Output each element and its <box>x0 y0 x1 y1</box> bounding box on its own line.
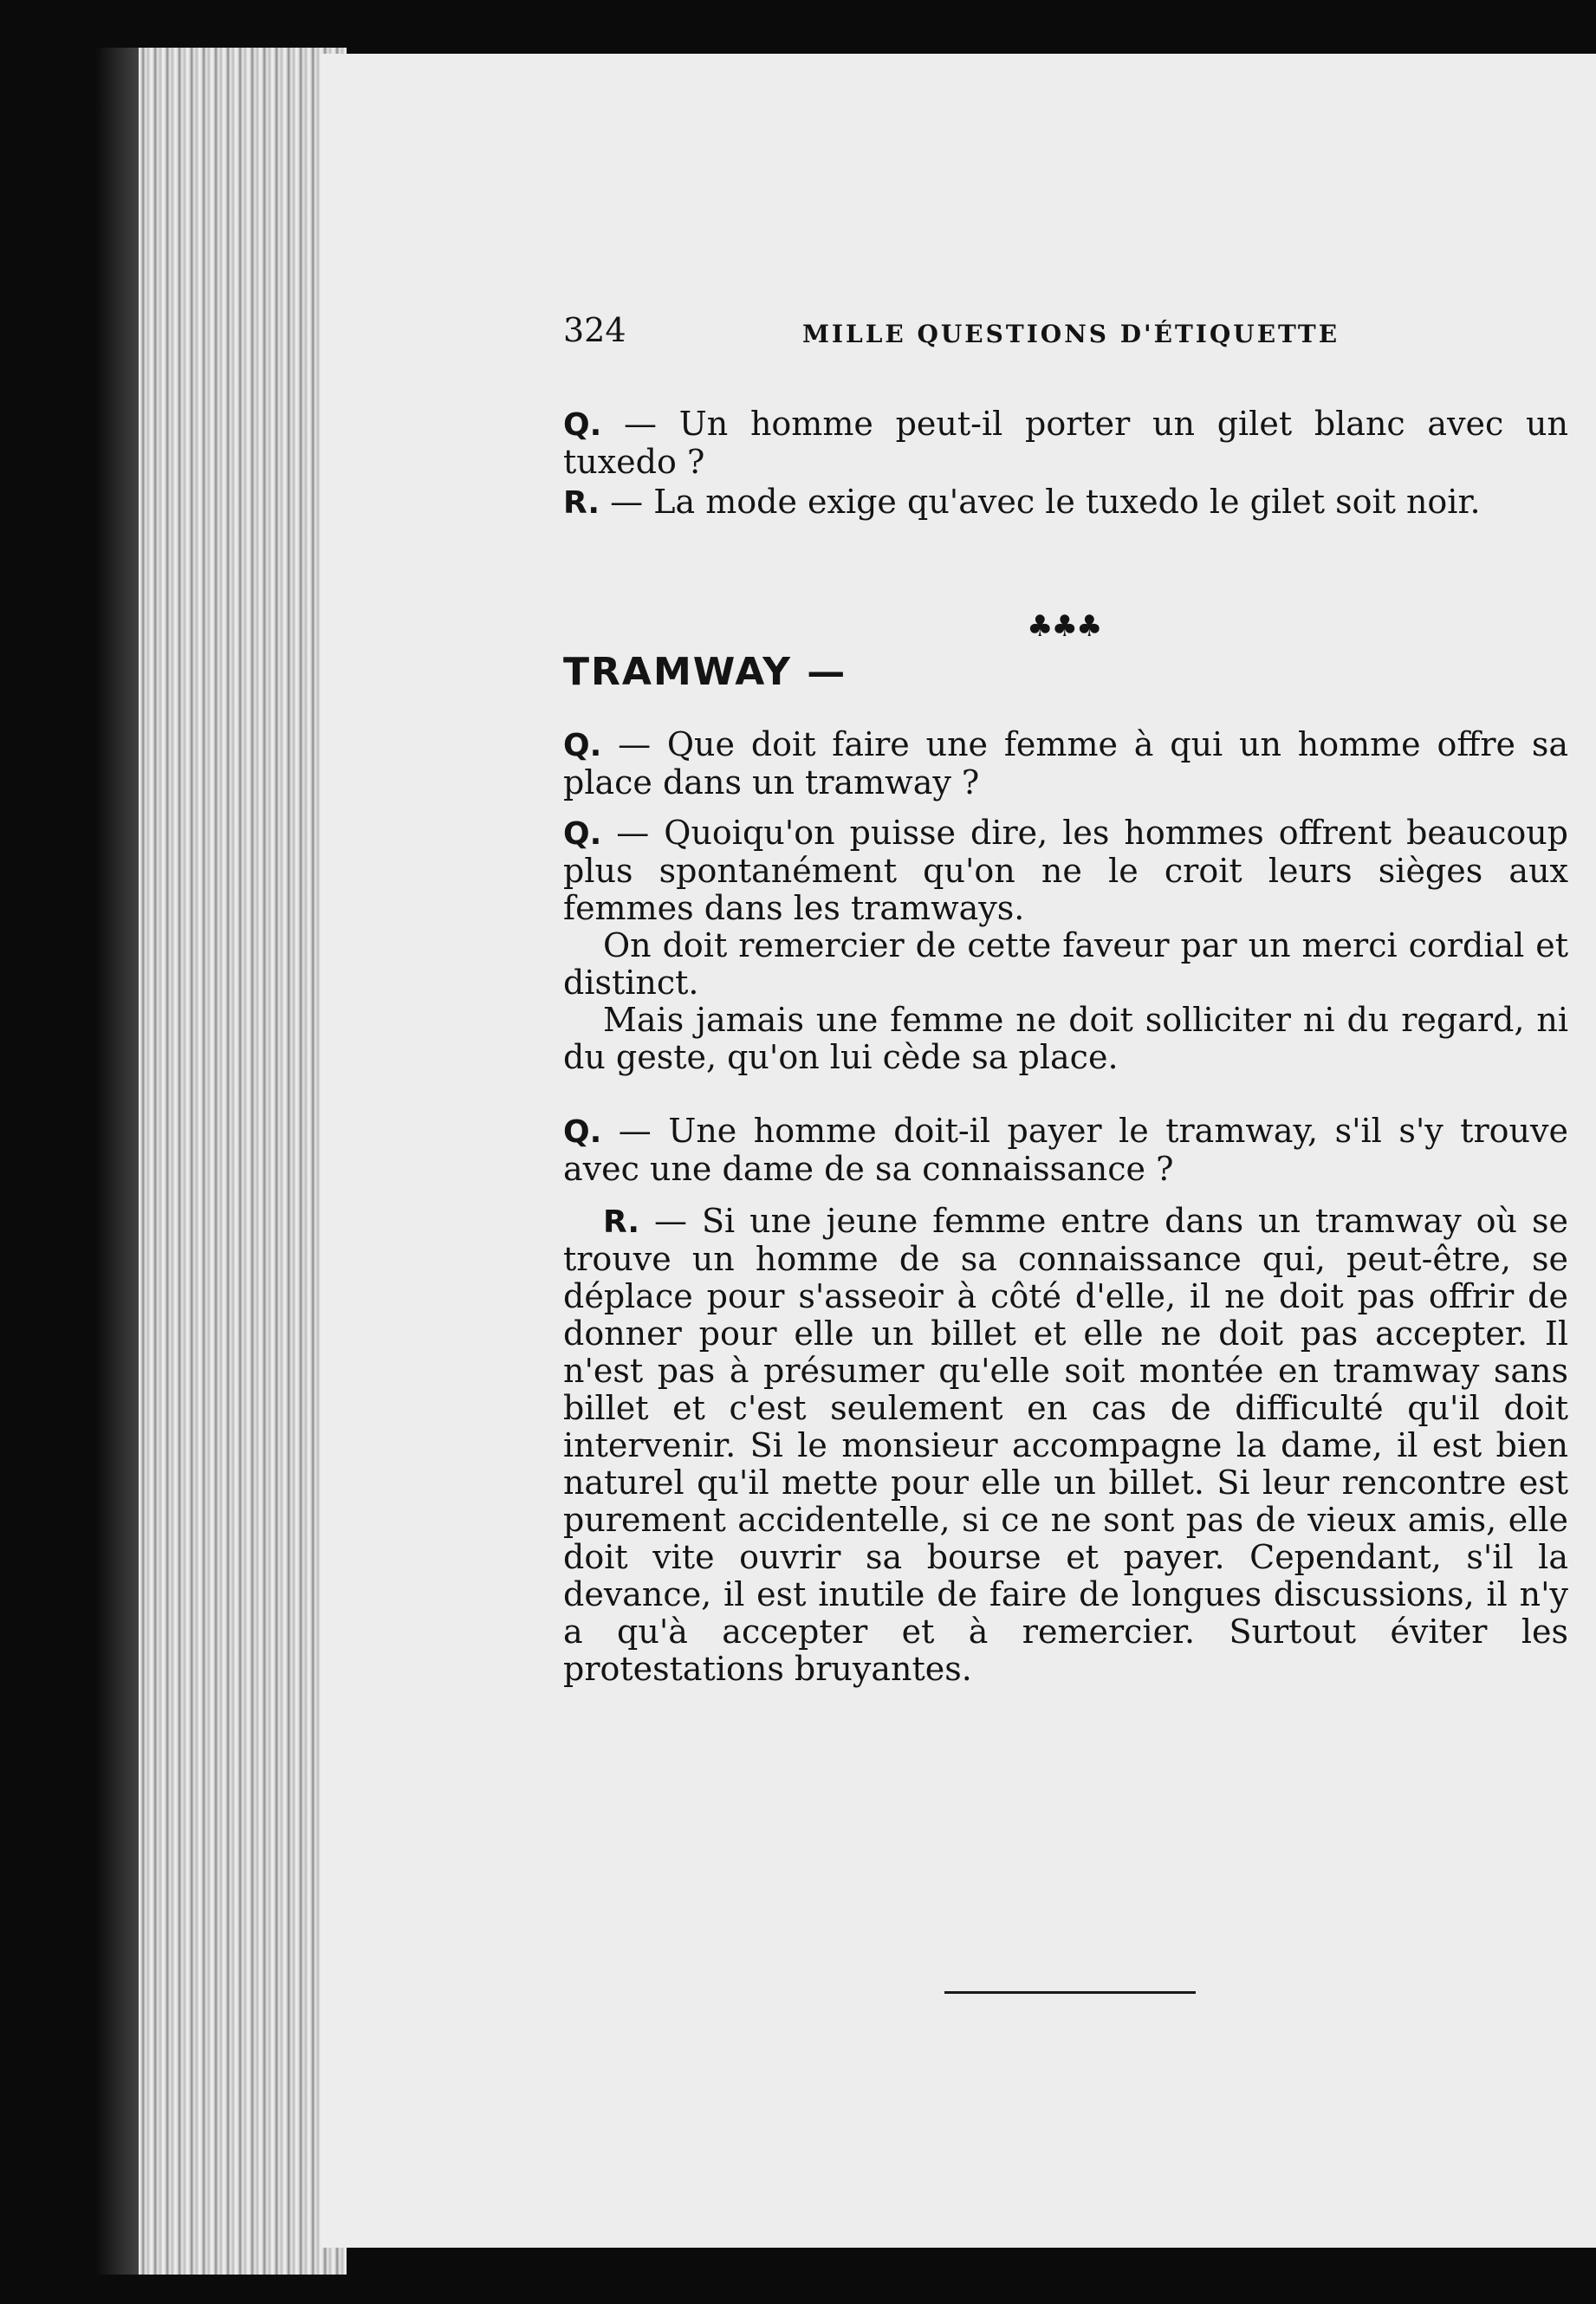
section-heading: TRAMWAY — <box>563 650 847 694</box>
qa-block-tramway-2 <box>563 815 1568 1076</box>
paragraph <box>563 1203 1568 1688</box>
book-page <box>321 54 1596 2248</box>
running-title: MILLE QUESTIONS D'ÉTIQUETTE <box>801 320 1340 348</box>
paragraph <box>563 726 1568 802</box>
end-rule <box>944 1991 1196 1994</box>
paragraph <box>563 1113 1568 1188</box>
page-number: 324 <box>563 311 626 349</box>
qa-block-tramway-4 <box>563 1203 1568 1688</box>
qa-block-tuxedo-answer <box>563 484 1568 522</box>
paragraph-text: — Si une jeune femme entre dans un tramway où se trouve un homme de sa connaissance qui, peut-être, se déplace pour s'asseoir à côté d'elle, il ne doit pas offrir de donner pour elle un billet et elle ne doit pas accepter. Il n'est pas à présumer qu'elle soit montée en tramway sans billet et c'est seulement en cas de difficulté qu'il doit intervenir. Si le monsieur accompagne la dame, il est bien naturel qu'il mette pour elle un billet. Si leur rencontre est purement accidentelle, si ce ne sont pas de vieux amis, elle doit vite ouvrir sa bourse et payer. Cependant, s'il la devance, il est inutile de faire de longues discussions, il n'y a qu'à accepter et à remercier. Surtout éviter les protestations bruyantes. <box>563 1202 1568 1688</box>
paragraph-text: On doit remercier de cette faveur par un merci cordial et distinct. <box>563 926 1568 1002</box>
qa-block-tuxedo-question <box>563 406 1568 481</box>
stacked-page-edges <box>139 48 347 2275</box>
question-label: Q. <box>563 1114 602 1150</box>
paragraph-text: — Que doit faire une femme à qui un homme offre sa place dans un tramway ? <box>563 725 1568 802</box>
question-label: Q. <box>563 728 602 763</box>
answer-label: R. <box>603 1204 640 1240</box>
paragraph-text: — Quoiqu'on puisse dire, les hommes offrent beaucoup plus spontanément qu'on ne le croit leurs sièges aux femmes dans les tramways. <box>563 814 1568 927</box>
section-ornament: ♣♣♣ <box>1027 609 1101 644</box>
paragraph <box>563 815 1568 927</box>
paragraph <box>563 406 1568 481</box>
question-label: Q. <box>563 816 602 852</box>
answer-label: R. <box>563 485 600 521</box>
paragraph-text: — Un homme peut-il porter un gilet blanc avec un tuxedo ? <box>563 405 1568 481</box>
paragraph-text: — Une homme doit-il payer le tramway, s'il s'y trouve avec une dame de sa connaissance ? <box>563 1112 1568 1188</box>
qa-block-tramway-3 <box>563 1113 1568 1188</box>
paragraph <box>563 484 1568 522</box>
question-label: Q. <box>563 407 602 443</box>
paragraph-text: Mais jamais une femme ne doit solliciter ni du regard, ni du geste, qu'on lui cède sa place. <box>563 1001 1568 1076</box>
paragraph-text: — La mode exige qu'avec le tuxedo le gilet soit noir. <box>610 483 1481 521</box>
running-head <box>563 312 1579 355</box>
qa-block-tramway-1 <box>563 726 1568 802</box>
